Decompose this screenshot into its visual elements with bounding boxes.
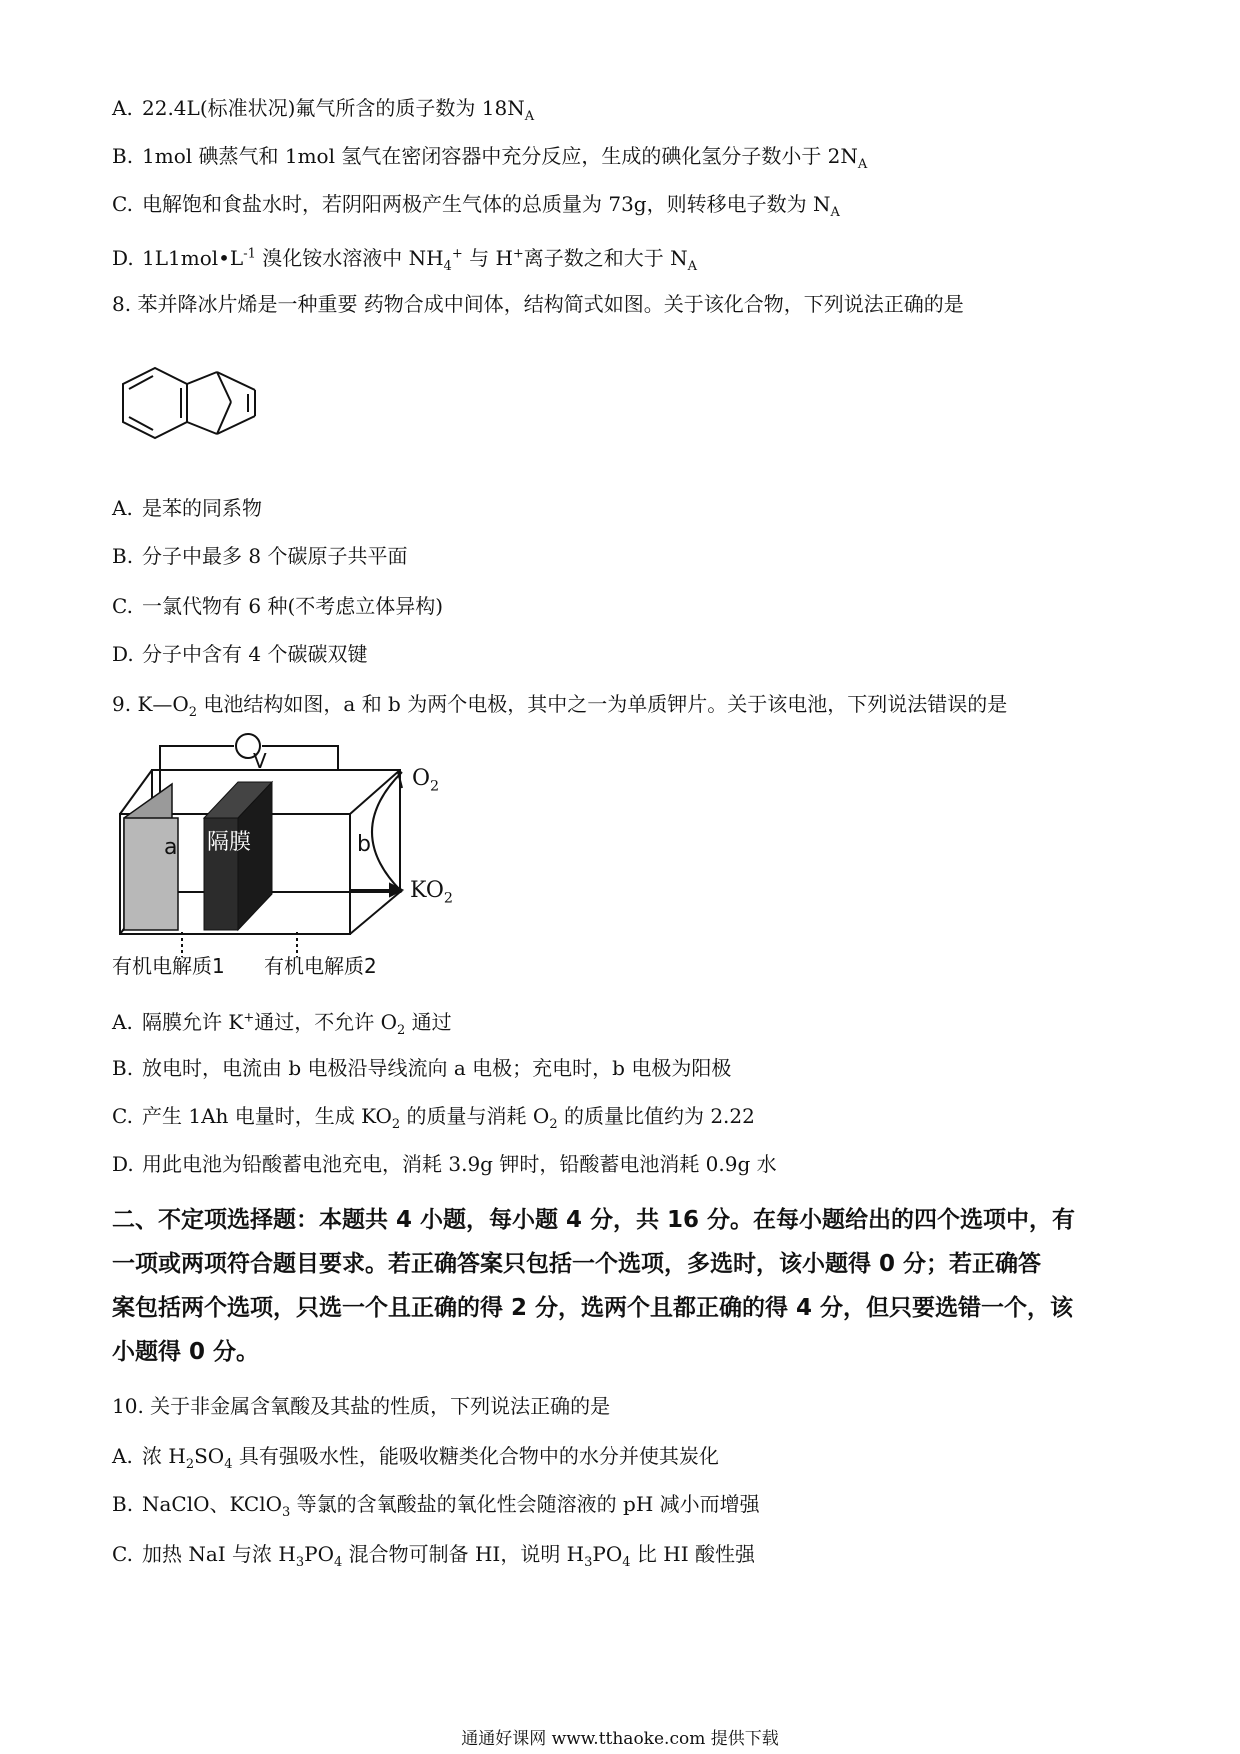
- q10-option-c: C. 加热 NaI 与浓 $H_3PO_4$ 混合物可制备 HI，说明 $H_3PO_4$ 比 HI 酸性强: [112, 1542, 755, 1570]
- section2-instructions: 二、不定项选择题：本题共 4 小题，每小题 4 分，共 16 分。在每小题给出的四个选项中，有 一项或两项符合题目要求。若正确答案只包括一个选项，多选时，该小题得 0 分；若正确答 案包括两个选项，只选一个且正确的得 2 分，选两个且都正确的得 4 分，但只要选错一个，该 小题得 0 分。: [112, 1207, 1076, 1365]
- benzonorbornadiene-structure: [115, 360, 295, 460]
- electrode-a-label: a: [164, 835, 178, 860]
- q7-option-a: A. 22.4L(标准状况)氟气所含的质子数为 $18N_A$: [112, 96, 535, 124]
- q8-option-a: A. 是苯的同系物: [112, 496, 262, 520]
- q7-option-c: C. 电解饱和食盐水时，若阴阳两极产生气体的总质量为 73g，则转移电子数为 $N_A$: [112, 192, 840, 220]
- footer-source: 通通好课网 www.tthaoke.com 提供下载: [461, 1729, 779, 1749]
- q9-option-b: B. 放电时，电流由 b 电极沿导线流向 a 电极；充电时，b 电极为阳极: [112, 1056, 732, 1080]
- q10-stem: 10. 关于非金属含氧酸及其盐的性质，下列说法正确的是: [112, 1394, 611, 1418]
- voltmeter-label: V: [253, 749, 267, 773]
- q7-option-b: B. 1mol 碘蒸气和 1mol 氢气在密闭容器中充分反应，生成的碘化氢分子数小于 $2N_A$: [112, 144, 868, 172]
- o2-label: $O_2$: [412, 766, 440, 795]
- q10-option-b: B. NaClO、KClO$_3$ 等氯的含氧酸盐的氧化性会随溶液的 pH 减小而增强: [112, 1492, 760, 1520]
- q9-option-d: D. 用此电池为铅酸蓄电池充电，消耗 3.9g 钾时，铅酸蓄电池消耗 0.9g 水: [112, 1152, 777, 1176]
- electrode-b-label: b: [357, 832, 371, 857]
- q9-option-a: A. 隔膜允许 K+通过，不允许 $O_2$ 通过: [112, 1009, 452, 1038]
- electrolyte1-label: 有机电解质1: [112, 954, 225, 978]
- q8-option-c: C. 一氯代物有 6 种(不考虑立体异构): [112, 594, 444, 618]
- q8-option-d: D. 分子中含有 4 个碳碳双键: [112, 642, 368, 666]
- q9-option-c: C. 产生 1Ah 电量时，生成 $KO_2$ 的质量与消耗 $O_2$ 的质量比值约为 2.22: [112, 1104, 755, 1132]
- electrolyte2-label: 有机电解质2: [264, 954, 377, 978]
- q9-stem: 9. $K—O_2$ 电池结构如图，a 和 b 为两个电极，其中之一为单质钾片。关于该电池，下列说法错误的是: [112, 692, 1008, 720]
- q8-stem: 8. 苯并降冰片烯是一种重要 药物合成中间体，结构简式如图。关于该化合物，下列说法正确的是: [112, 292, 964, 316]
- q8-option-b: B. 分子中最多 8 个碳原子共平面: [112, 544, 408, 568]
- membrane-label: 隔膜: [207, 830, 252, 855]
- q10-option-a: A. 浓 $H_2SO_4$ 具有强吸水性，能吸收糖类化合物中的水分并使其炭化: [112, 1444, 719, 1472]
- ko2-label: $KO_2$: [410, 878, 453, 907]
- q7-option-d: D. $1L1mol•L^{-1}$ 溴化铵水溶液中 $NH_4^+$ 与 H+离子数之和大于 $N_A$: [112, 245, 698, 274]
